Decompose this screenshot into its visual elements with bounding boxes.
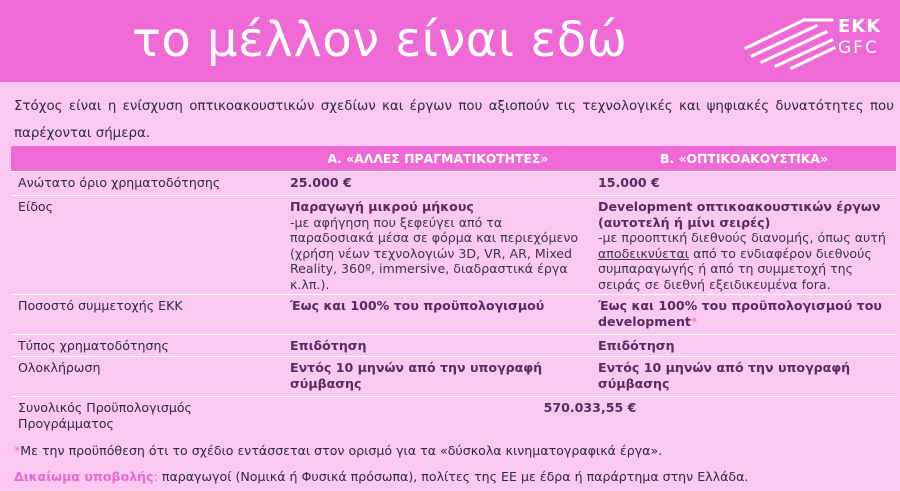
header-banner [0, 0, 900, 82]
b-funding-type: Επιδότηση [598, 338, 675, 353]
total-budget-value: 570.033,55 € [284, 397, 896, 434]
b-type-desc-part1: -με προοπτική διεθνούς διανομής, όπως αυτή [598, 230, 886, 245]
header-category-a: Α. «ΑΛΛΕΣ ΠΡΑΓΜΑΤΙΚΟΤΗΤΕΣ» [284, 146, 592, 172]
b-participation: Έως και 100% του προϋπολογισμού του development [598, 298, 882, 329]
table-row-participation [11, 295, 896, 335]
footnote-star: * [14, 443, 21, 458]
eligibility-colon: : [153, 469, 158, 484]
table-row-completion [11, 357, 896, 397]
a-funding-type: Επιδότηση [290, 338, 367, 353]
b-type-title: Development οπτικοακουστικών έργων (αυτοτελή ή μίνι σειρές) [598, 199, 881, 230]
row-label: Ποσοστό συμμετοχής ΕΚΚ [11, 295, 284, 335]
b-type-desc [598, 230, 890, 292]
table-row-max-funding [11, 172, 896, 196]
header-empty [11, 146, 284, 172]
table-row-type [11, 196, 896, 295]
table-header-row [11, 146, 896, 172]
page-title: το μέλλον είναι εδώ [132, 12, 628, 68]
eligibility-note [14, 464, 894, 490]
notes [14, 438, 894, 490]
row-label: Ολοκλήρωση [11, 357, 284, 397]
table-row-funding-type [11, 335, 896, 357]
eligibility-text: παραγωγοί (Νομικά ή Φυσικά πρόσωπα), πολίτες της ΕΕ με έδρα ή παράρτημα στην Ελλάδα. [161, 469, 749, 484]
b-completion: Εντός 10 μηνών από την υπογραφή σύμβασης [598, 360, 851, 391]
a-type-desc: -με αφήγηση που ξεφεύγει από τα παραδοσιακά μέσα σε φόρμα και περιεχόμενο (χρήση νέων τεχνολογιών 3D, VR, AR, Mixed Reality, 360º, immersive, διαδραστικά έργα κ.λπ.). [290, 214, 579, 292]
footnote [14, 438, 894, 464]
row-label: Ανώτατο όριο χρηματοδότησης [11, 172, 284, 196]
b-participation-star: * [690, 313, 698, 329]
b-type-desc-underlined: αποδεικνύεται [598, 245, 690, 261]
funding-table [11, 146, 896, 433]
intro-paragraph: Στόχος είναι η ενίσχυση οπτικοακουστικών σχεδίων και έργων που αξιοπούν τις τεχνολογικές και ψηφιακές δυνατότητες που παρέχονται σήμερα. [14, 99, 894, 141]
header-category-b: Β. «ΟΠΤΙΚΟΑΚΟΥΣΤΙΚΑ» [592, 146, 896, 172]
a-participation: Έως και 100% του προϋπολογισμού [290, 298, 545, 313]
row-label: Είδος [11, 196, 284, 295]
footnote-text: Με την προϋπόθεση ότι το σχέδιο εντάσσεται στον ορισμό για τα «δύσκολα κινηματογραφικά έργα». [20, 443, 663, 458]
a-max-funding: 25.000 € [290, 175, 352, 190]
logo-text-gfc: GFC [838, 38, 879, 58]
row-label: Συνολικός Προϋπολογισμός Προγράμματος [11, 397, 284, 434]
a-completion: Εντός 10 μηνών από την υπογραφή σύμβασης [290, 360, 543, 391]
b-type-desc-part2: από το ενδιαφέρον διεθνούς συμπαραγωγής ή από τη συμμετοχή της σειράς σε διεθνή εξειδικευμένα fora. [598, 245, 872, 292]
table-row-total-budget [11, 397, 896, 434]
row-label: Τύπος χρηματοδότησης [11, 335, 284, 357]
logo-text-ekk: EKK [838, 16, 882, 37]
a-type-title: Παραγωγή μικρού μήκους [290, 199, 474, 214]
b-max-funding: 15.000 € [598, 175, 660, 190]
eligibility-label: Δικαίωμα υποβολής [14, 469, 154, 484]
